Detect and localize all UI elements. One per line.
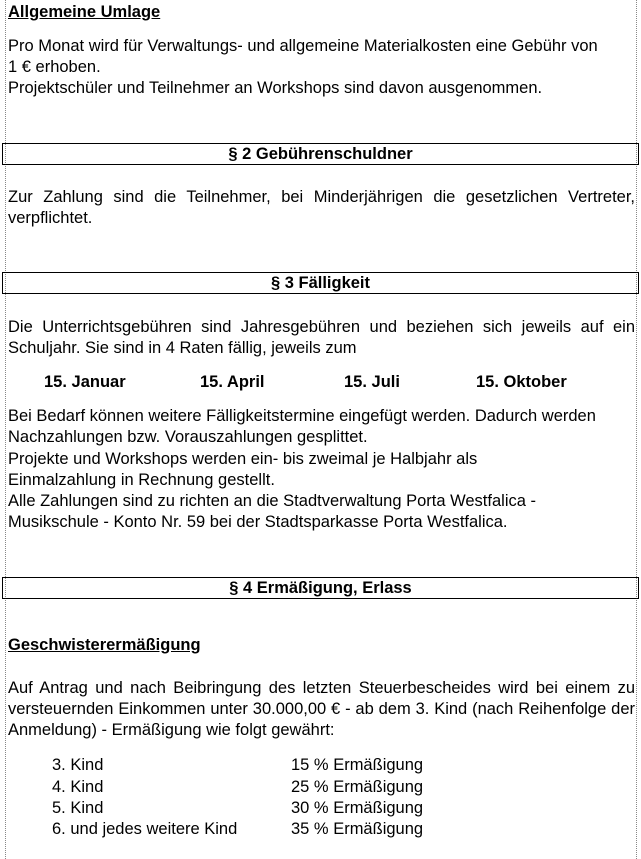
- paragraph-3-projects-note: Projekte und Workshops werden ein- bis zweimal je Halbjahr als Einmalzahlung in Rechnung gestellt.: [8, 450, 478, 489]
- due-date-4: 15. Oktober: [476, 373, 567, 391]
- discount-row: [52, 755, 552, 776]
- heading-paragraph-2: § 2 Gebührenschuldner: [2, 143, 639, 165]
- paragraph-3-dates-note: Bei Bedarf können weitere Fälligkeitstermine eingefügt werden. Dadurch werden Nachzahlungen bzw. Vorauszahlungen gesplittet.: [8, 407, 596, 446]
- due-date-1: 15. Januar: [44, 373, 126, 391]
- discount-child: 6. und jedes weitere Kind: [52, 820, 238, 838]
- discount-child: 4. Kind: [52, 778, 104, 796]
- section-title-umlage: Allgemeine Umlage: [8, 3, 161, 21]
- umlage-exemption: Projektschüler und Teilnehmer an Workshops sind davon ausgenommen.: [8, 79, 543, 97]
- paragraph-3-text: Die Unterrichtsgebühren sind Jahresgebühren und beziehen sich jeweils auf ein Schuljahr. Sie sind in 4 Raten fällig, jeweils zum: [8, 318, 635, 357]
- sibling-discount-text: Auf Antrag und nach Beibringung des letzten Steuerbescheides wird bei einem zu versteuernden Einkommen unter 30.000,00 € - ab dem 3. Kind (nach Reihenfolge der Anmeldung) - Ermäßigung wie folgt gewährt:: [8, 679, 635, 739]
- page-margin-right: [636, 0, 637, 859]
- heading-paragraph-4: § 4 Ermäßigung, Erlass: [2, 577, 639, 599]
- discount-rate: 15 % Ermäßigung: [291, 756, 424, 774]
- discount-row: [52, 777, 552, 798]
- due-date-2: 15. April: [200, 373, 265, 391]
- umlage-paragraph: Pro Monat wird für Verwaltungs- und allgemeine Materialkosten eine Gebühr von 1 € erhoben.: [8, 37, 598, 76]
- discount-rate: 35 % Ermäßigung: [291, 820, 424, 838]
- discount-rate: 30 % Ermäßigung: [291, 799, 424, 817]
- discount-rate: 25 % Ermäßigung: [291, 778, 424, 796]
- paragraph-2-text: Zur Zahlung sind die Teilnehmer, bei Minderjährigen die gesetzlichen Vertreter, verpflichtet.: [8, 188, 635, 227]
- heading-paragraph-3: § 3 Fälligkeit: [2, 272, 639, 294]
- sibling-discount-title: Geschwisterermäßigung: [8, 636, 201, 654]
- discount-row: [52, 798, 552, 819]
- discount-row: [52, 819, 552, 840]
- discount-child: 3. Kind: [52, 756, 104, 774]
- paragraph-3-payment-note: Alle Zahlungen sind zu richten an die Stadtverwaltung Porta Westfalica - Musikschule - Konto Nr. 59 bei der Stadtsparkasse Porta Westfalica.: [8, 492, 536, 531]
- discount-child: 5. Kind: [52, 799, 104, 817]
- due-date-3: 15. Juli: [344, 373, 400, 391]
- page-margin-left: [5, 0, 6, 859]
